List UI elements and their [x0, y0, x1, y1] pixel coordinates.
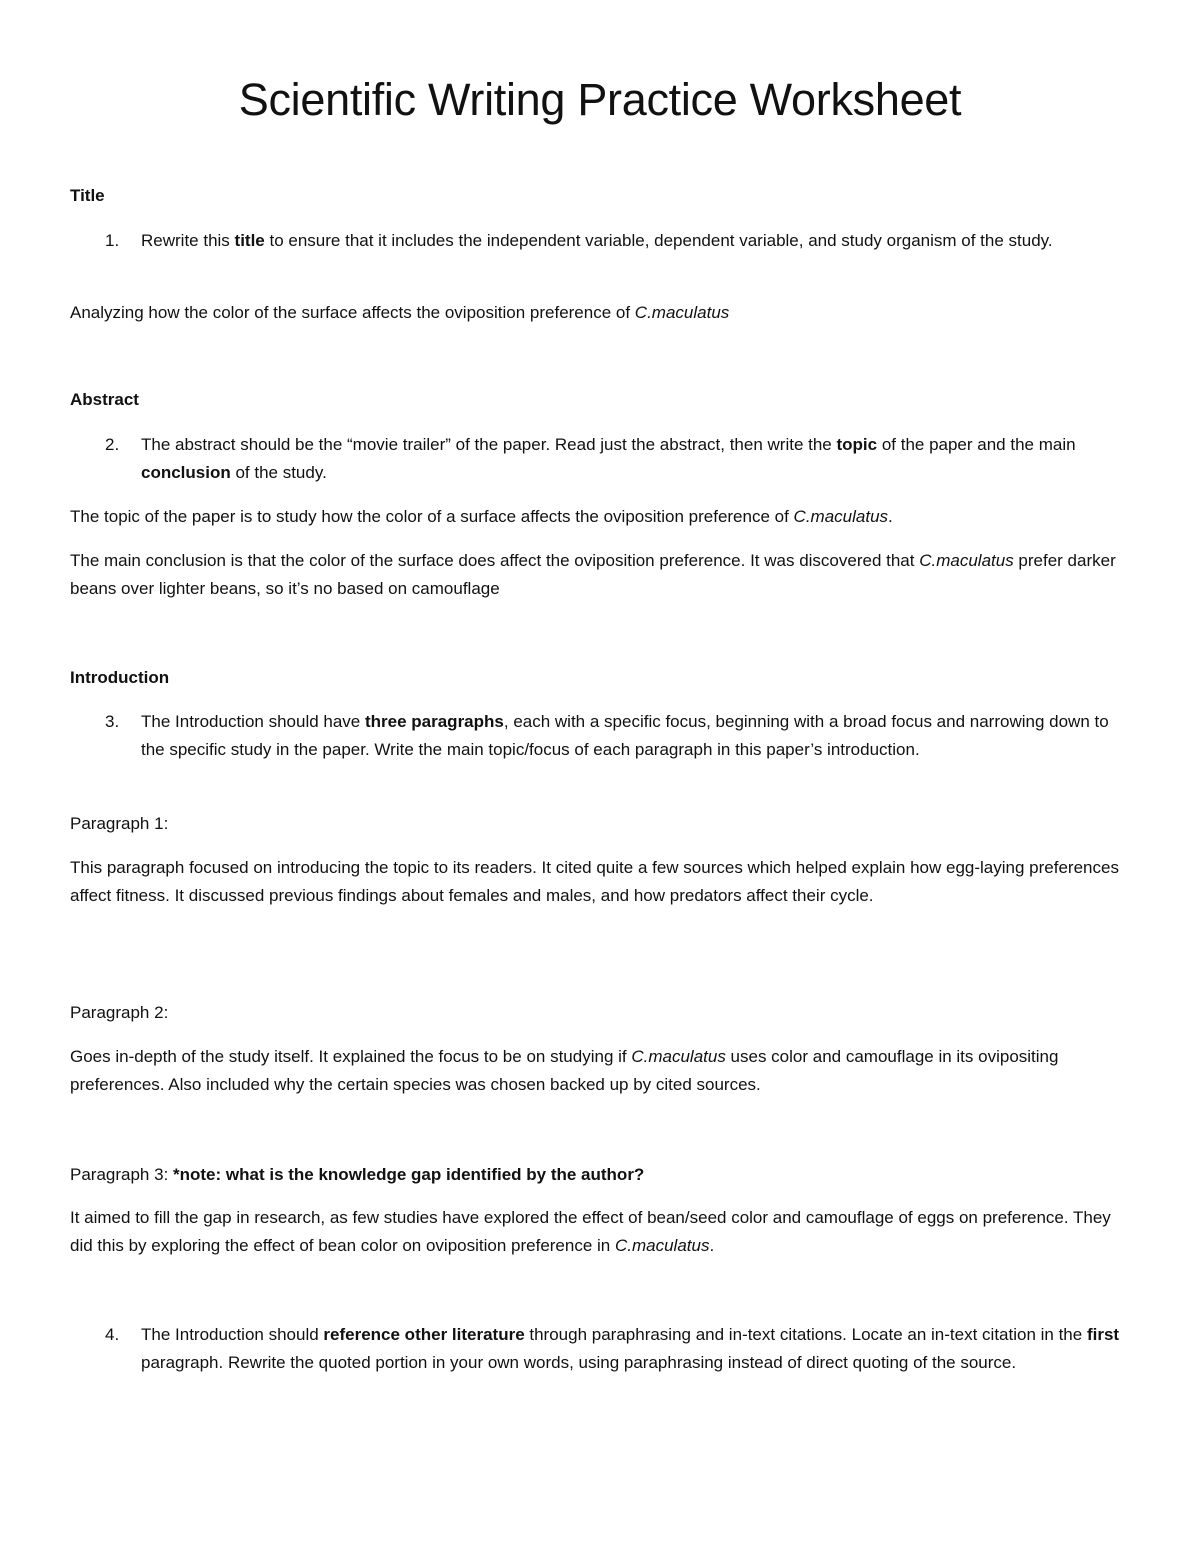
question-number: 3.	[105, 712, 120, 731]
abstract-topic-answer: The topic of the paper is to study how the color of a surface affects the oviposition preference of C.maculatus.	[70, 507, 893, 526]
question-2	[105, 431, 1130, 487]
question-text: The Introduction should have three paragraphs, each with a specific focus, beginning with a broad focus and narrowing down to the specific study in the paper. Write the main topic/focus of each paragraph in this paper’s introduction.	[141, 712, 1109, 759]
question-text: The abstract should be the “movie trailer” of the paper. Read just the abstract, then write the topic of the paper and the main conclusion of the study.	[141, 435, 1076, 482]
paragraph-3-answer: It aimed to fill the gap in research, as few studies have explored the effect of bean/seed color and camouflage of eggs on preference. They did this by exploring the effect of bean color on oviposition preference in C.maculatus.	[70, 1208, 1111, 1255]
section-heading-title: Title	[70, 186, 105, 205]
question-number: 4.	[105, 1325, 120, 1344]
question-3	[105, 708, 1130, 764]
species-name: C.maculatus	[614, 1236, 710, 1255]
paragraph-1-label: Paragraph 1:	[70, 814, 169, 833]
question-4	[105, 1321, 1130, 1377]
abstract-conclusion-answer: The main conclusion is that the color of the surface does affect the oviposition preference. It was discovered that C.maculatus prefer darker beans over lighter beans, so it’s no based on camouflage	[70, 551, 1116, 598]
paragraph-1-answer: This paragraph focused on introducing the topic to its readers. It cited quite a few sources which helped explain how egg-laying preferences affect fitness. It discussed previous findings about females and males, and how predators affect their cycle.	[70, 858, 1119, 905]
species-name: C.maculatus	[634, 303, 730, 322]
page-title: Scientific Writing Practice Worksheet	[238, 74, 962, 125]
paragraph-2-label: Paragraph 2:	[70, 1003, 169, 1022]
question-1	[105, 227, 1130, 255]
paragraph-3-label: Paragraph 3: *note: what is the knowledge gap identified by the author?	[70, 1165, 645, 1184]
question-number: 2.	[105, 435, 120, 454]
section-heading-abstract: Abstract	[70, 390, 139, 409]
paragraph-2-answer: Goes in-depth of the study itself. It explained the focus to be on studying if C.maculatus uses color and camouflage in its ovipositing preferences. Also included why the certain species was chosen backed up by cited sources.	[70, 1047, 1059, 1094]
question-text: The Introduction should reference other literature through paraphrasing and in-text citations. Locate an in-text citation in the first paragraph. Rewrite the quoted portion in your own words, using paraphrasing instead of direct quoting of the source.	[141, 1325, 1120, 1372]
species-name: C.maculatus	[793, 507, 889, 526]
title-answer: Analyzing how the color of the surface affects the oviposition preference of C.maculatus	[70, 303, 730, 322]
section-heading-introduction: Introduction	[70, 668, 170, 687]
question-text: Rewrite this title to ensure that it includes the independent variable, dependent variable, and study organism of the study.	[141, 231, 1053, 250]
question-number: 1.	[105, 231, 120, 250]
knowledge-gap-note: *note: what is the knowledge gap identified by the author?	[173, 1165, 645, 1184]
species-name: C.maculatus	[919, 551, 1014, 570]
species-name: C.maculatus	[631, 1047, 726, 1066]
